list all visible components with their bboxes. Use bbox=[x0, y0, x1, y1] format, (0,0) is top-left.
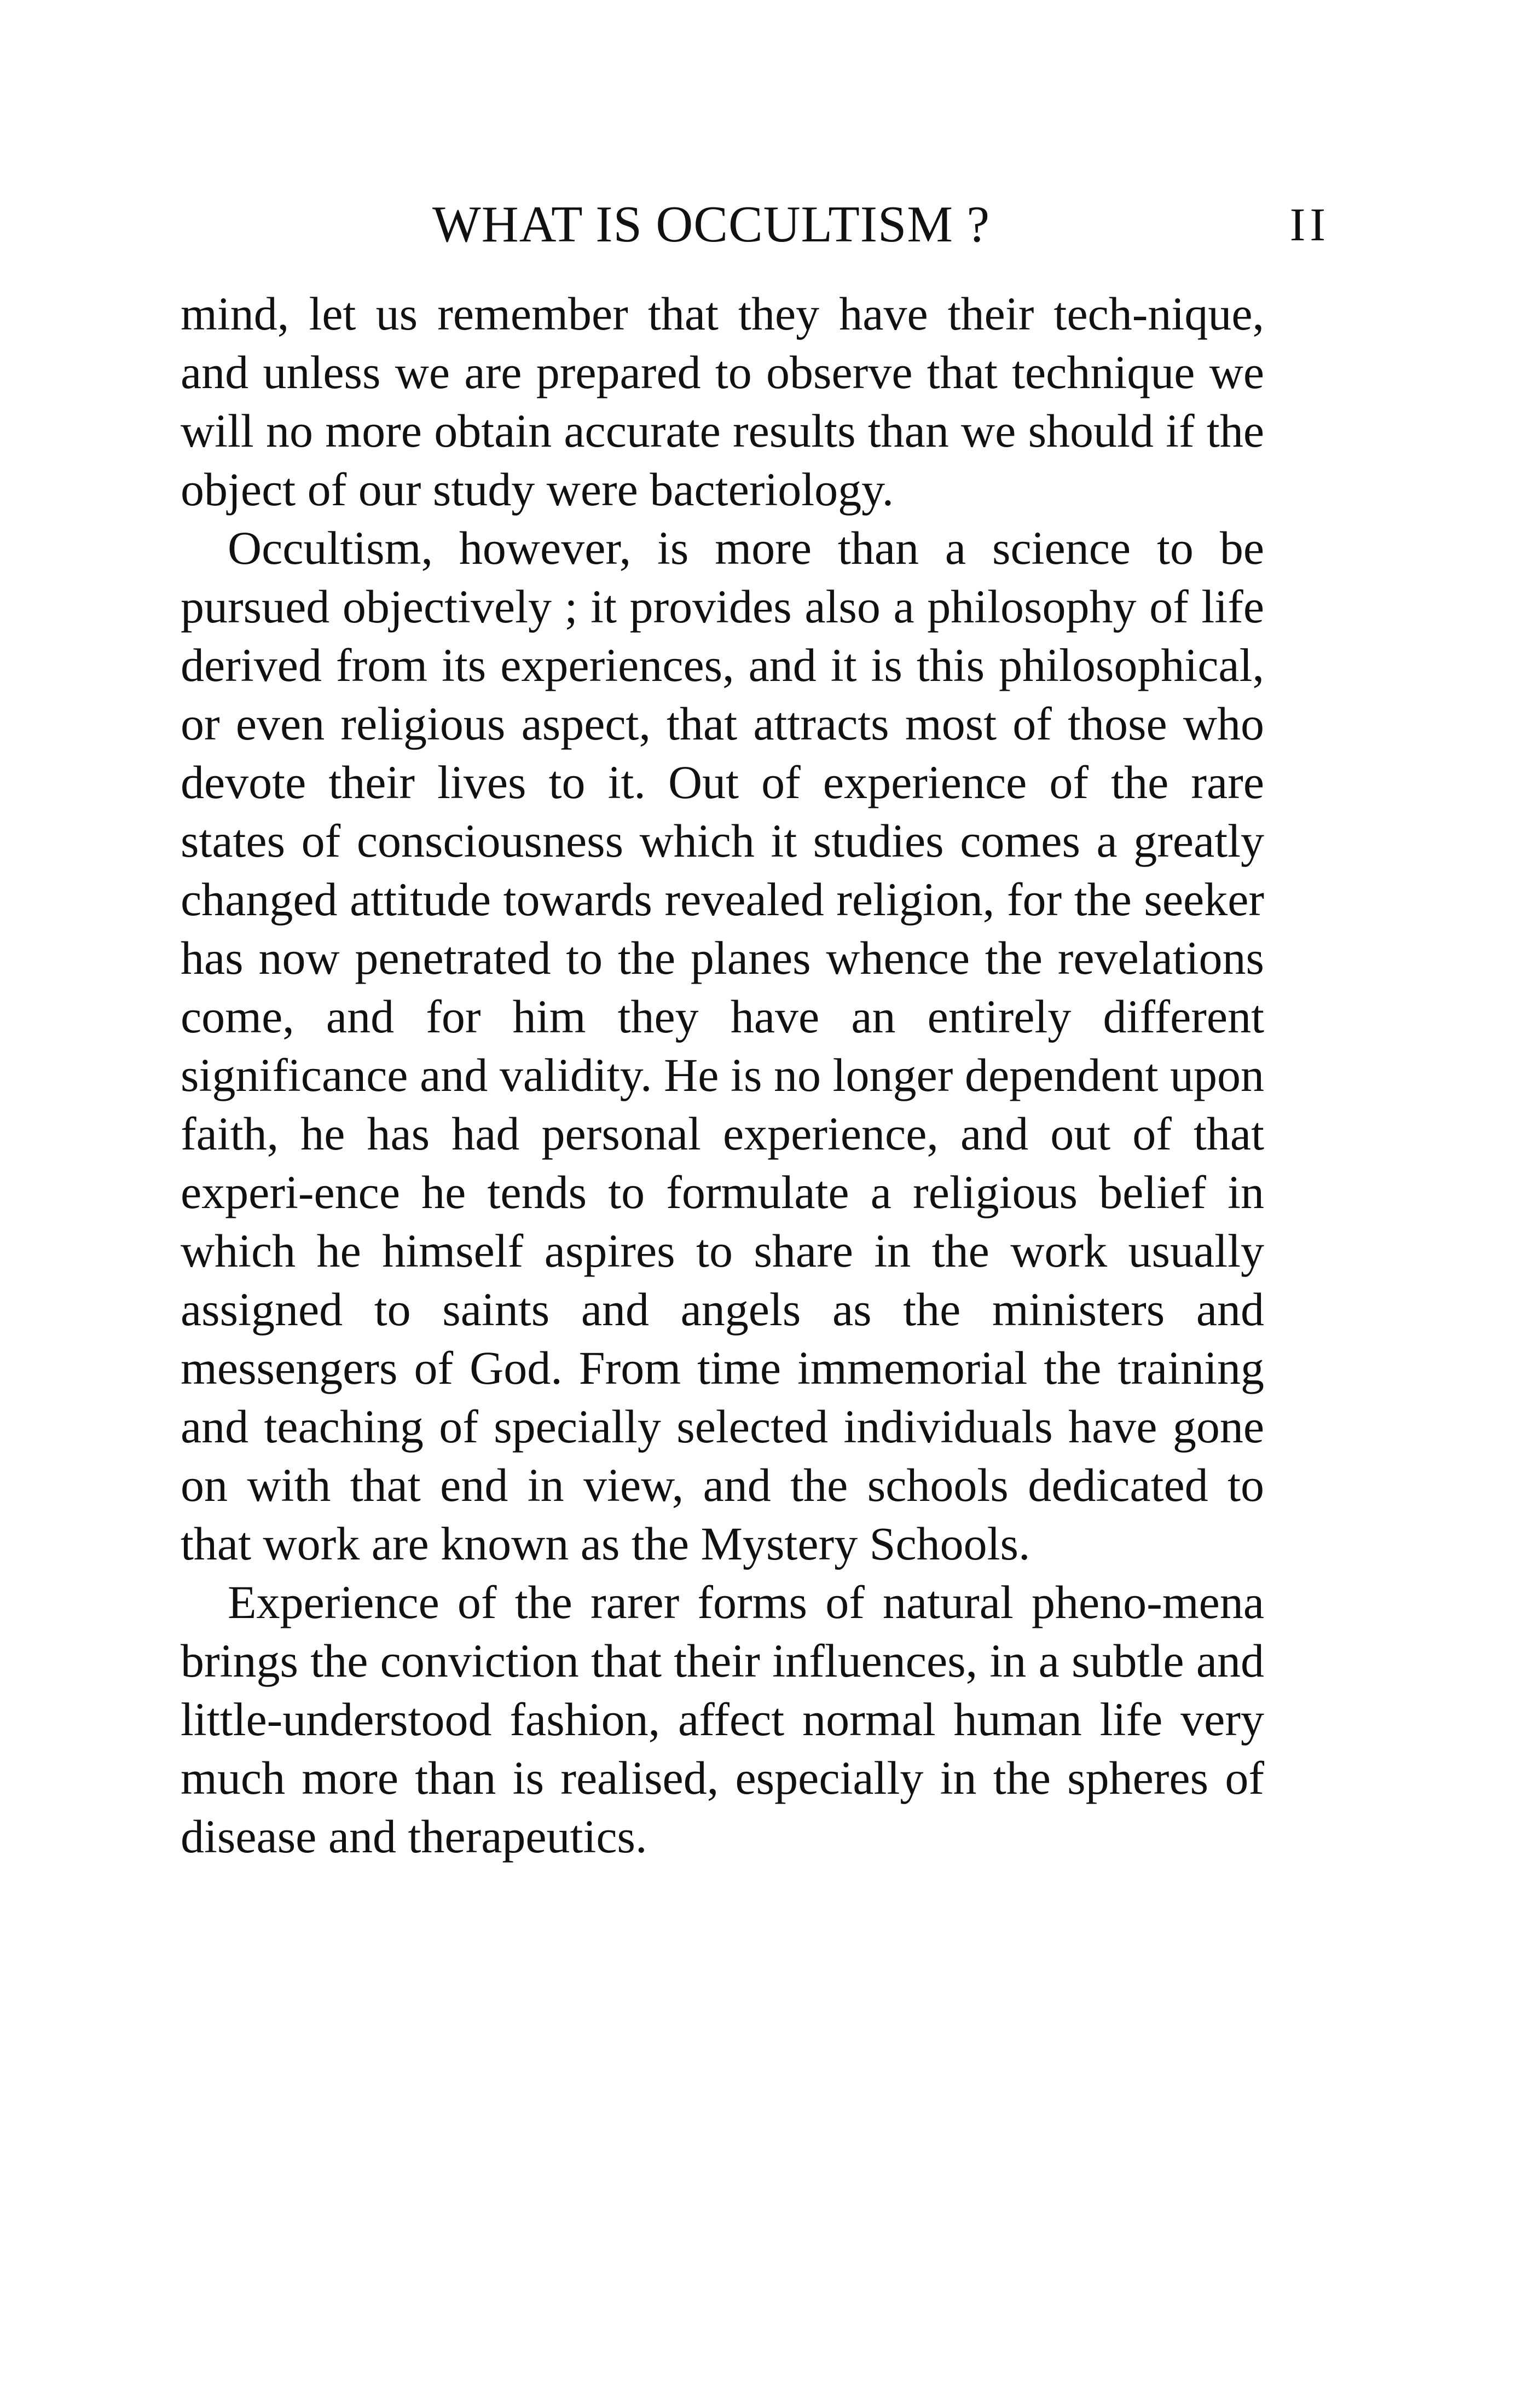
running-title: WHAT IS OCCULTISM ? bbox=[432, 196, 991, 253]
paragraph: mind, let us remember that they have their tech-nique, and unless we are prepared to observe that technique we will no more obtain accurate results than we should if the object of our study were bacteriology. bbox=[181, 287, 1264, 516]
paragraph: Occultism, however, is more than a science to be pursued objectively ; it provides also a philosophy of life derived from its experiences, and it is this philosophical, or even religious aspect, that attracts most of those who devote their lives to it. Out of experience of the rare states of consciousness which it studies comes a greatly changed attitude towards revealed religion, for the seeker has now penetrated to the planes whence the revelations come, and for him they have an entirely different significance and validity. He is no longer dependent upon faith, he has had personal experience, and out of that experi-ence he tends to formulate a religious belief in which he himself aspires to share in the work usually assigned to saints and angels as the ministers and messengers of God. From time immemorial the training and teaching of specially selected individuals have gone on with that end in view, and the schools dedicated to that work are known as the Mystery Schools. bbox=[181, 522, 1264, 1570]
running-header bbox=[181, 192, 1330, 257]
page-number: II bbox=[1289, 198, 1330, 251]
body-text bbox=[181, 285, 1264, 1866]
paragraph: Experience of the rarer forms of natural pheno-mena brings the conviction that their influences, in a subtle and little-understood fashion, affect normal human life very much more than is realised, especially in the spheres of disease and therapeutics. bbox=[181, 1576, 1264, 1863]
